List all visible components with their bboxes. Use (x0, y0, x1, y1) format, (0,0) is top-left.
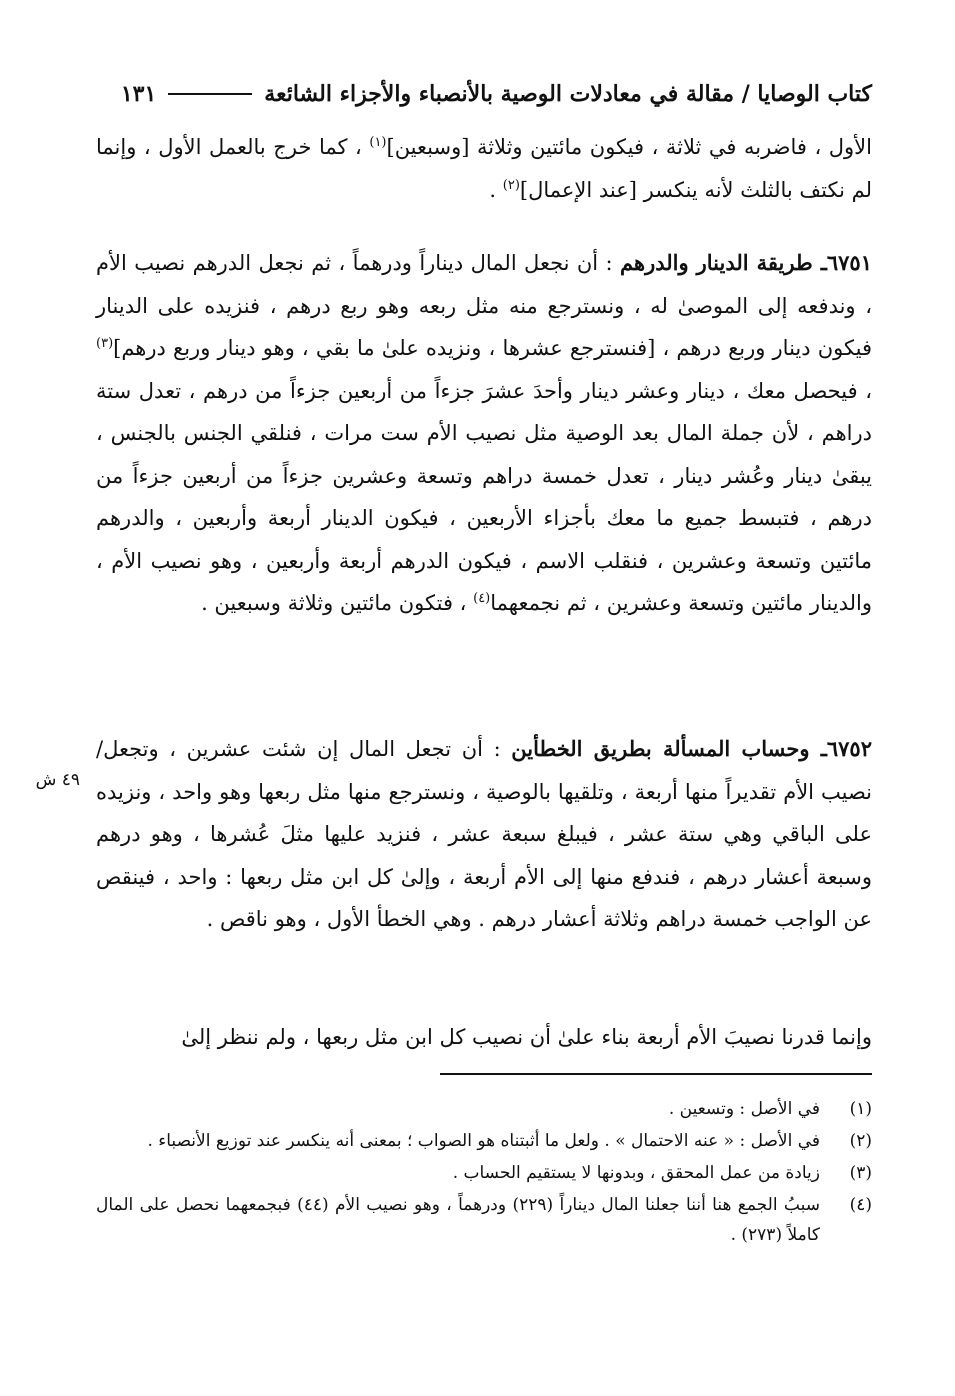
footnote-ref[interactable]: (٤) (473, 591, 491, 606)
header-rule (168, 93, 252, 95)
footnote-text: في الأصل : « عنه الاحتمال » . ولعل ما أثبتناه هو الصواب ؛ بمعنى أنه ينكسر عند توزيع الأنصباء . (147, 1131, 820, 1151)
section-heading: ٦٧٥٢ـ وحساب المسألة بطريق الخطأين (511, 736, 872, 761)
paragraph-text: وإنما قدرنا نصيبَ الأم أربعة بناء علىٰ أن نصيب كل ابن مثل ربعها ، ولم ننظر إلىٰ (181, 1025, 872, 1049)
paragraph-6751 (96, 242, 872, 625)
footnote-ref[interactable]: (٣) (96, 336, 114, 351)
footnote-text: في الأصل : وتسعين . (668, 1099, 820, 1119)
paragraph-text: : أن نجعل المال ديناراً ودرهماً ، ثم نجعل الدرهم نصيب الأم ، وندفعه إلى الموصىٰ له ، ونسترجع منه مثل ربعه وهو ربع درهم ، فنزيده على الدينار فيكون دينار وربع درهم ، [فنسترجع عشرها ، ونزيده علىٰ ما بقي ، وهو دينار وربع درهم] (96, 251, 872, 360)
paragraph-6752 (96, 728, 872, 941)
paragraph-text: . (489, 177, 503, 202)
footnote-number: (٣) (849, 1163, 872, 1183)
paragraph-text: ، فيحصل معك ، دينار وعشر دينار وأحدَ عشرَ جزءاً من أربعين جزءاً من درهم ، تعدل ستة دراهم ، لأن جملة المال بعد الوصية مثل نصيب الأم ست مرات ، فنلقي الجنس بالجنس ، يبقىٰ دينار وعُشر دينار ، تعدل خمسة دراهم وتسعة وعشرين جزءاً من أربعين جزءاً من درهم ، فتبسط جميع ما معك بأجزاء الأربعين ، فيكون الدينار أربعة وأربعين ، والدرهم مائتين وتسعة وعشرين ، فنقلب الاسم ، فيكون الدرهم أربعة وأربعين ، وهو نصيب الأم ، والدينار مائتين وتسعة وعشرين ، ثم نجمعهما (96, 378, 872, 615)
footnotes (96, 1094, 872, 1252)
footnote-item (96, 1126, 872, 1156)
footnote-item (96, 1190, 872, 1250)
running-header (96, 74, 872, 114)
footnote-item (96, 1158, 872, 1188)
paragraph-text: الأول ، فاضربه في ثلاثة ، فيكون مائتين وثلاثة [وسبعين] (386, 135, 872, 159)
footnote-text: زيادة من عمل المحقق ، وبدونها لا يستقيم الحساب . (452, 1163, 820, 1183)
page-number: ١٣١ (120, 81, 157, 107)
footnote-text: سببُ الجمع هنا أننا جعلنا المال ديناراً (٢٢٩) ودرهماً ، وهو نصيب الأم (٤٤) فبجمعهما نحصل على المال كاملاً (٢٧٣) . (96, 1195, 820, 1245)
footnote-ref[interactable]: (٢) (502, 177, 520, 193)
margin-folio-note: ٤٩ ش (35, 770, 80, 790)
footnote-item (96, 1094, 872, 1124)
paragraph-text: ، فتكون مائتين وثلاثة وسبعين . (201, 591, 474, 615)
footnote-number: (١) (849, 1099, 872, 1119)
footnote-divider (440, 1073, 872, 1075)
paragraph-continuation (96, 126, 872, 211)
header-title: كتاب الوصايا / مقالة في معادلات الوصية بالأنصباء والأجزاء الشائعة (264, 81, 872, 107)
footnote-ref[interactable]: (١) (369, 135, 387, 150)
footnote-number: (٢) (849, 1131, 872, 1151)
paragraph-text: ، كما خرج بالعمل الأول ، وإنما لم نكتف بالثلث لأنه ينكسر [عند الإعمال] (96, 135, 872, 202)
footnote-number: (٤) (849, 1195, 872, 1215)
paragraph-text: : أن تجعل المال إن شئت عشرين ، وتجعل/ نصيب الأم تقديراً منها أربعة ، وتلقيها بالوصية ، ونسترجع منها مثل ربعها وهو واحد ، ونزيده على الباقي وهي ستة عشر ، فيبلغ سبعة عشر ، فنزيد عليها مثلَ عُشرها ، وهو درهم وسبعة أعشار درهم ، فندفع منها إلى الأم أربعة ، وإلىٰ كل ابن مثل ربعها : واحد ، فينقص عن الواجب خمسة دراهم وثلاثة أعشار درهم . وهي الخطأ الأول ، وهو ناقص . (96, 737, 872, 931)
paragraph-continuing (96, 1016, 872, 1059)
section-heading: ٦٧٥١ـ طريقة الدينار والدرهم (620, 250, 872, 275)
